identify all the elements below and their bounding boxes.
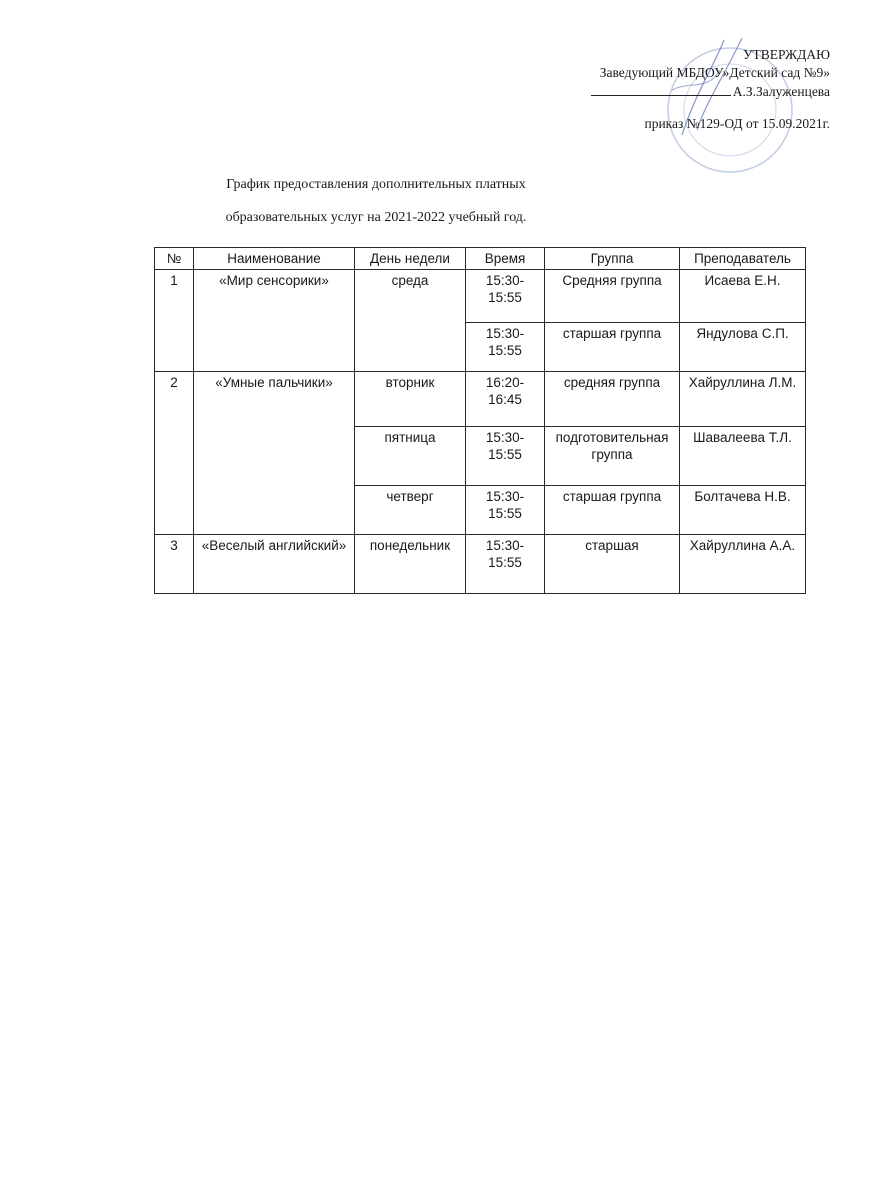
- cell-group: подготовительная группа: [545, 427, 680, 486]
- document-title-line1: График предоставления дополнительных платных: [226, 177, 526, 192]
- cell-time: 15:30-15:55: [466, 270, 545, 323]
- header-teacher: Преподаватель: [680, 248, 806, 270]
- signature-line: [591, 82, 731, 96]
- header-group: Группа: [545, 248, 680, 270]
- approval-position: Заведующий МБДОУ»Детский сад №9»: [599, 65, 830, 80]
- cell-teacher: Шавалеева Т.Л.: [680, 427, 806, 486]
- cell-day: вторник: [355, 372, 466, 427]
- approval-order: приказ №129-ОД от 15.09.2021г.: [644, 116, 830, 131]
- cell-teacher: Яндулова С.П.: [680, 323, 806, 372]
- document-title-line2: образовательных услуг на 2021-2022 учебный год.: [225, 210, 527, 225]
- table-row: [155, 270, 806, 323]
- header-time: Время: [466, 248, 545, 270]
- cell-time: 16:20-16:45: [466, 372, 545, 427]
- cell-group: Средняя группа: [545, 270, 680, 323]
- table-header-row: [155, 248, 806, 270]
- cell-teacher: Исаева Е.Н.: [680, 270, 806, 323]
- cell-name: «Мир сенсорики»: [194, 270, 355, 372]
- cell-group: средняя группа: [545, 372, 680, 427]
- schedule-table: [154, 247, 806, 594]
- header-name: Наименование: [194, 248, 355, 270]
- cell-num: 3: [155, 535, 194, 594]
- cell-day: среда: [355, 270, 466, 372]
- table-row: [155, 535, 806, 594]
- table-row: [155, 372, 806, 427]
- cell-teacher: Хайруллина Л.М.: [680, 372, 806, 427]
- cell-day: пятница: [355, 427, 466, 486]
- cell-num: 1: [155, 270, 194, 372]
- cell-time: 15:30-15:55: [466, 486, 545, 535]
- cell-time: 15:30-15:55: [466, 535, 545, 594]
- approval-heading: УТВЕРЖДАЮ: [742, 47, 830, 62]
- cell-group: старшая группа: [545, 323, 680, 372]
- cell-time: 15:30-15:55: [466, 427, 545, 486]
- cell-day: понедельник: [355, 535, 466, 594]
- cell-group: старшая группа: [545, 486, 680, 535]
- approval-signer: А.З.Залуженцева: [732, 84, 830, 99]
- header-num: №: [155, 248, 194, 270]
- cell-name: «Веселый английский»: [194, 535, 355, 594]
- cell-num: 2: [155, 372, 194, 535]
- cell-day: четверг: [355, 486, 466, 535]
- cell-name: «Умные пальчики»: [194, 372, 355, 535]
- cell-group: старшая: [545, 535, 680, 594]
- cell-time: 15:30-15:55: [466, 323, 545, 372]
- cell-teacher: Хайруллина А.А.: [680, 535, 806, 594]
- approval-signature: [530, 82, 830, 101]
- header-day: День недели: [355, 248, 466, 270]
- cell-teacher: Болтачева Н.В.: [680, 486, 806, 535]
- approval-block: [530, 46, 830, 133]
